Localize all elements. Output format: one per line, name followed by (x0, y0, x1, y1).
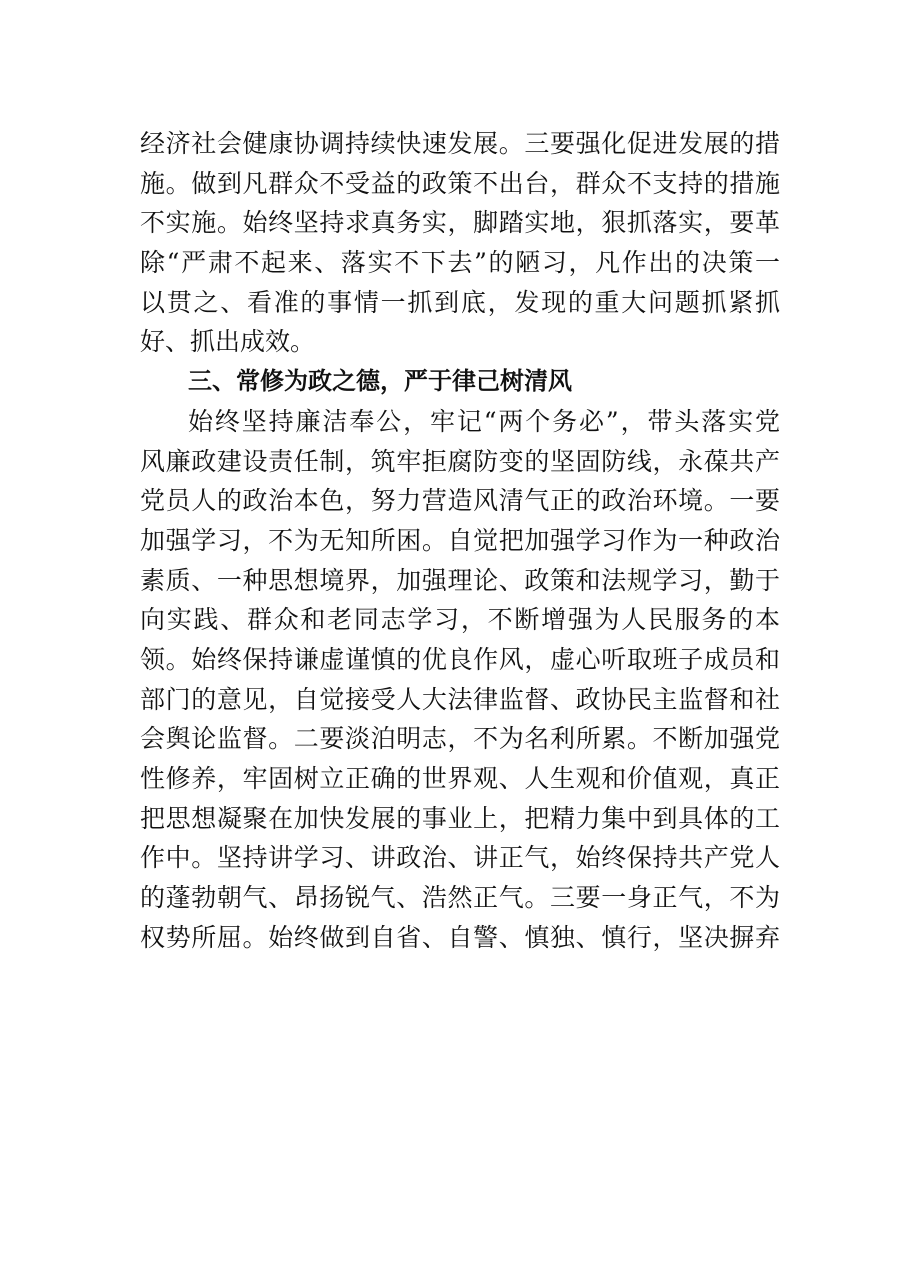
text-line: 风廉政建设责任制，筑牢拒腐防变的坚固防线，永葆共产 (140, 446, 780, 476)
text-line: 始终坚持廉洁奉公，牢记“两个务必”，带头落实党 (188, 406, 780, 436)
text-line: 经济社会健康协调持续快速发展。三要强化促进发展的措 (140, 129, 780, 158)
text-line: 不实施。始终坚持求真务实，脚踏实地，狠抓落实，要革 (140, 208, 780, 238)
text-line: 以贯之、看准的事情一抓到底，发现的重大问题抓紧抓 (140, 287, 780, 317)
text-line: 好、抓出成效。 (140, 327, 316, 357)
text-line: 的蓬勃朝气、昂扬锐气、浩然正气。三要一身正气，不为 (140, 883, 780, 913)
section-heading: 三、常修为政之德，严于律己树清风 (188, 367, 572, 396)
text-line: 会舆论监督。二要淡泊明志，不为名利所累。不断加强党 (140, 724, 780, 754)
text-line: 部门的意见，自觉接受人大法律监督、政协民主监督和社 (140, 684, 780, 714)
text-line: 作中。坚持讲学习、讲政治、讲正气，始终保持共产党人 (140, 843, 780, 873)
text-line: 素质、一种思想境界，加强理论、政策和法规学习，勤于 (140, 565, 780, 595)
text-line: 施。做到凡群众不受益的政策不出台，群众不支持的措施 (140, 168, 780, 198)
text-line: 性修养，牢固树立正确的世界观、人生观和价值观，真正 (140, 764, 780, 793)
text-line: 把思想凝聚在加快发展的事业上，把精力集中到具体的工 (140, 803, 780, 833)
document-body (140, 124, 780, 957)
text-line: 加强学习，不为无知所困。自觉把加强学习作为一种政治 (140, 525, 780, 555)
text-line: 权势所屈。始终做到自省、自警、慎独、慎行，坚决摒弃 (140, 922, 780, 952)
text-line: 领。始终保持谦虚谨慎的优良作风，虚心听取班子成员和 (140, 644, 780, 674)
text-line: 党员人的政治本色，努力营造风清气正的政治环境。一要 (140, 486, 780, 516)
text-line: 除“严肃不起来、落实不下去”的陋习，凡作出的决策一 (140, 248, 780, 278)
text-line: 向实践、群众和老同志学习，不断增强为人民服务的本 (140, 605, 780, 635)
